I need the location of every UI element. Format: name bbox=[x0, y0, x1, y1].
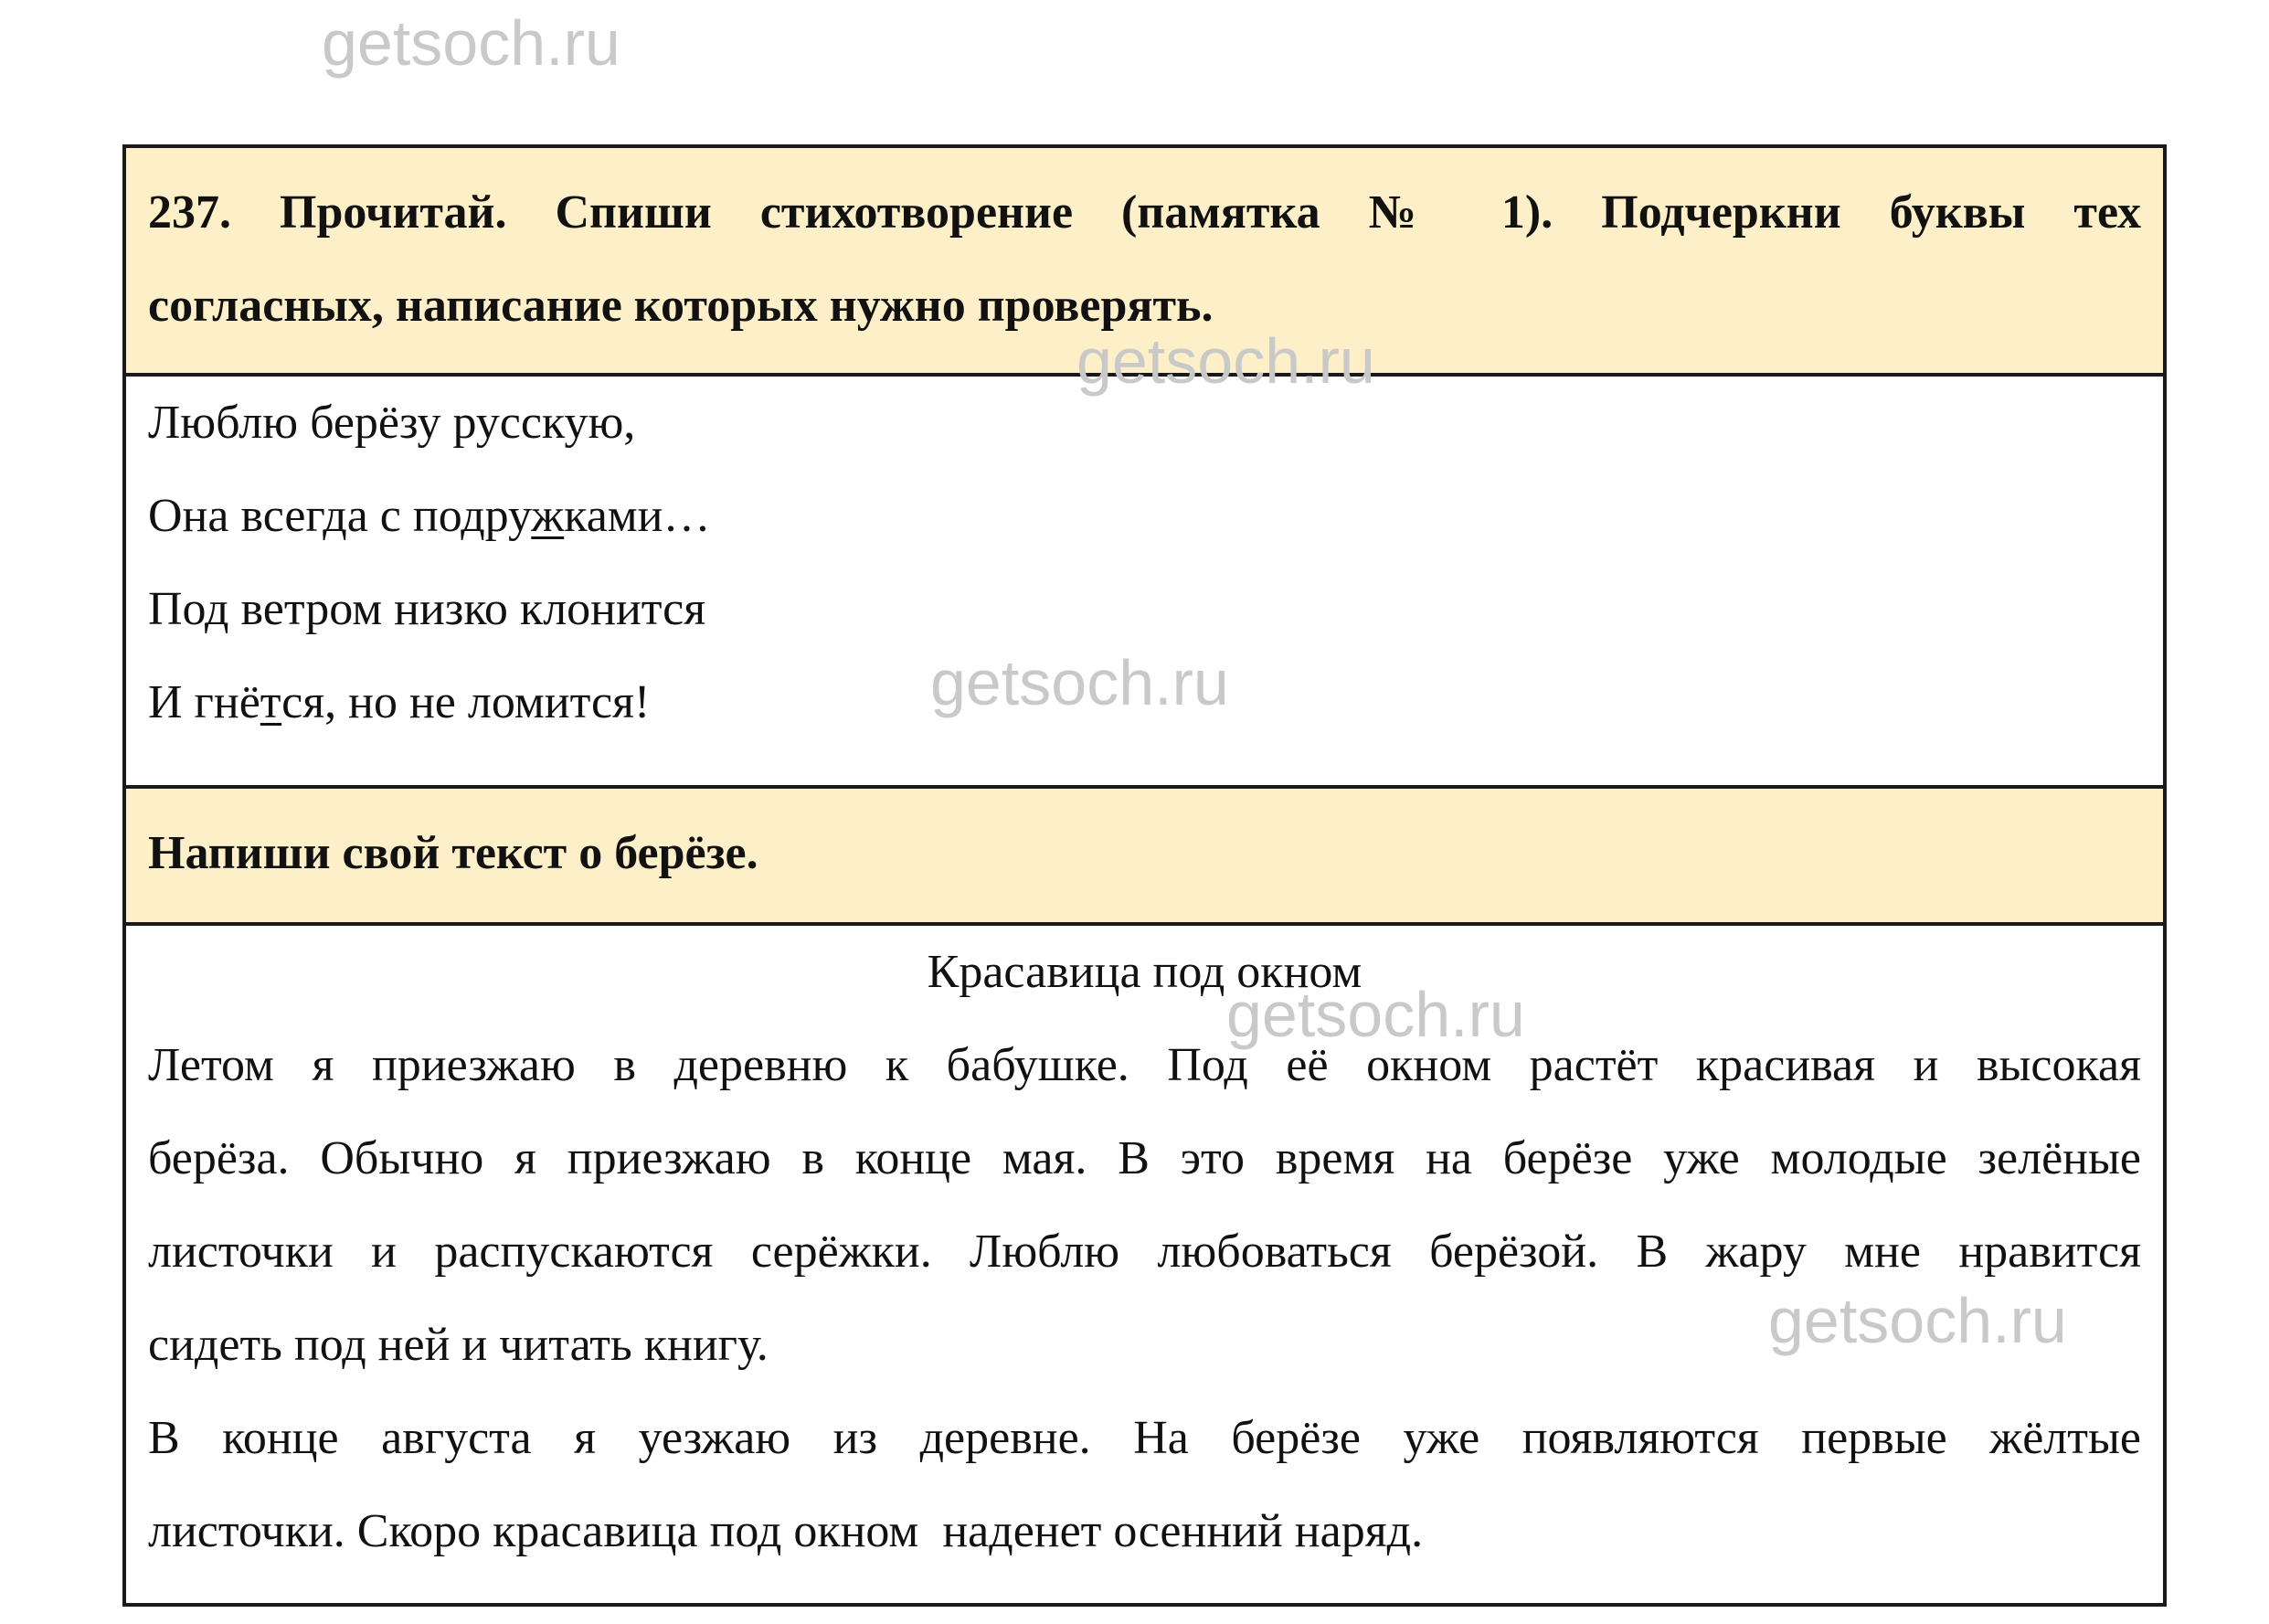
watermark: getsoch.ru bbox=[1226, 979, 1525, 1050]
essay-line: В конце августа я уезжаю из деревне. На берёзе уже появляются первые жёлтые bbox=[148, 1412, 2141, 1464]
essay-line: Летом я приезжаю в деревню к бабушке. Под её окном растёт красивая и высокая bbox=[148, 1039, 2141, 1091]
poem-line bbox=[148, 656, 2141, 749]
task-write-instructions bbox=[126, 789, 2163, 922]
poem-line bbox=[148, 470, 2141, 563]
poem-text: ками… bbox=[564, 490, 711, 542]
poem-line: Люблю берёзу русскую, bbox=[148, 397, 636, 449]
essay-block bbox=[126, 926, 2163, 1603]
essay-line: листочки и распускаются серёжки. Люблю любоваться берёзой. В жару мне нравится bbox=[148, 1226, 2141, 1278]
watermark: getsoch.ru bbox=[322, 7, 620, 79]
underlined-letter: т bbox=[260, 676, 282, 728]
watermark: getsoch.ru bbox=[930, 647, 1229, 718]
underlined-letter: ж bbox=[531, 490, 565, 542]
watermark: getsoch.ru bbox=[1076, 325, 1375, 397]
essay-line: берёза. Обычно я приезжаю в конце мая. В это время на берёзе уже молодые зелёные bbox=[148, 1132, 2141, 1184]
essay-line: сидеть под ней и читать книгу. bbox=[148, 1319, 769, 1371]
essay-title: Красавица под окном bbox=[927, 946, 1362, 998]
task-instruction-line: 237. Прочитай. Спиши стихотворение (памятка № 1). Подчеркни буквы тех bbox=[148, 186, 2141, 239]
task-237-instructions bbox=[126, 148, 2163, 373]
poem-line: Под ветром низко клонится bbox=[148, 583, 706, 635]
poem-text: ся, но не ломится! bbox=[281, 676, 651, 728]
task-instruction-line: согласных, написание которых нужно проверять. bbox=[148, 280, 1214, 332]
exercise-sheet bbox=[122, 144, 2167, 1607]
watermark: getsoch.ru bbox=[1768, 1285, 2067, 1356]
poem-text: И гнё bbox=[148, 676, 260, 728]
task-instruction-line: Напиши свой текст о берёзе. bbox=[148, 827, 758, 879]
poem-text: Она всегда с подру bbox=[148, 490, 532, 542]
essay-line: листочки. Скоро красавица под окном наденет осенний наряд. bbox=[148, 1505, 1424, 1557]
